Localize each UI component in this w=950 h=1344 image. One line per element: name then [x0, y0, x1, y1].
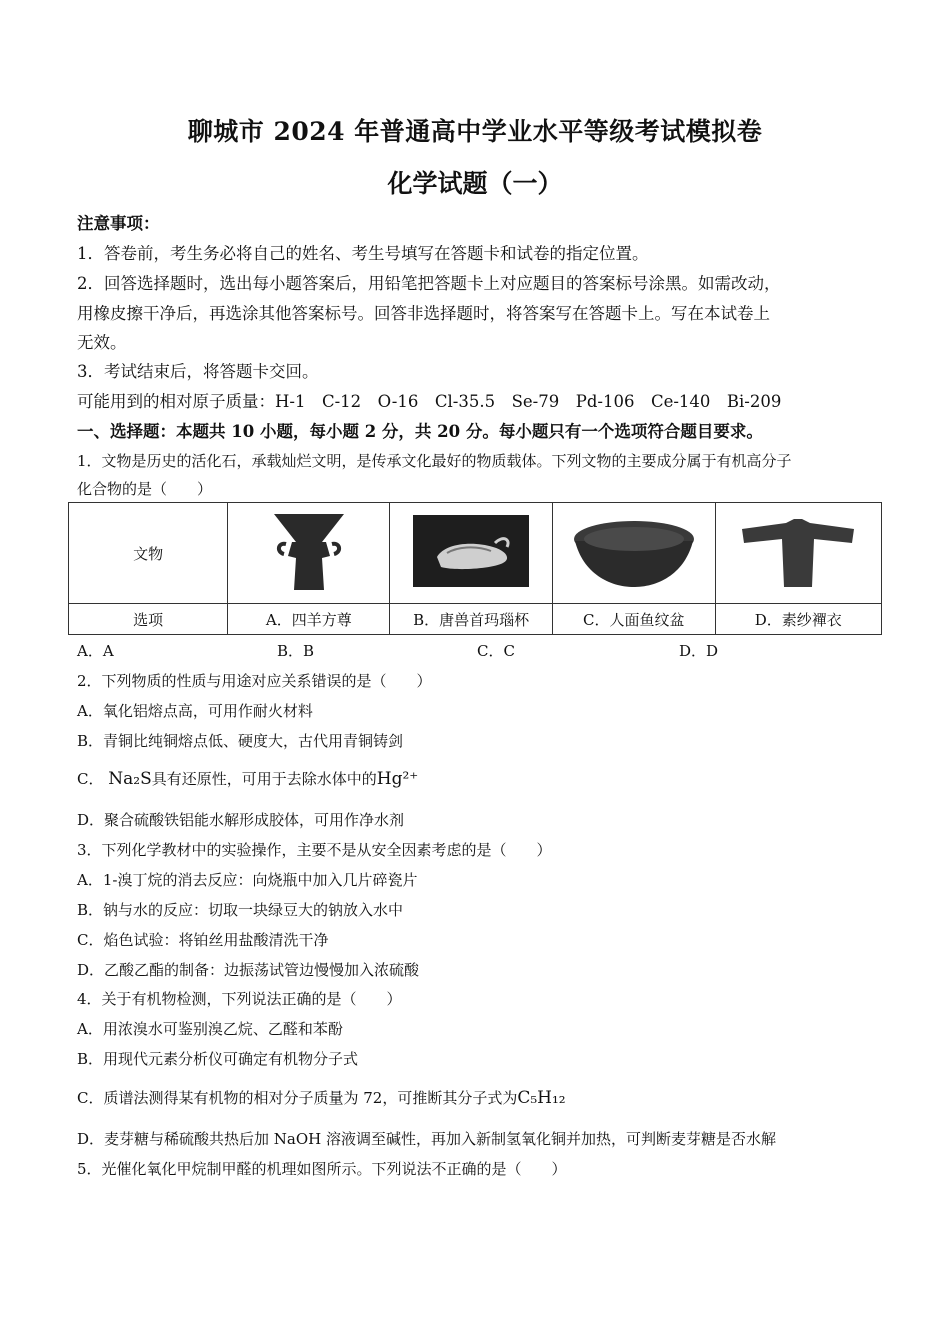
- artifact-image-a: [228, 503, 390, 604]
- q4-stem: 4．关于有机物检测，下列说法正确的是（ ）: [77, 990, 402, 1008]
- q2-option-c-text: 具有还原性，可用于去除水体中的: [151, 770, 377, 788]
- q4-option-d: D．麦芽糖与稀硫酸共热后加 NaOH 溶液调至碱性，再加入新制氢氧化铜并加热，可判断麦芽糖是否水解: [77, 1130, 777, 1148]
- q2-option-d: D．聚合硫酸铁铝能水解形成胶体，可用作净水剂: [77, 811, 405, 829]
- exam-title: 聊城市 2024 年普通高中学业水平等级考试模拟卷: [187, 117, 763, 146]
- notice-item: 无效。: [77, 333, 127, 352]
- q4-option-b: B．用现代元素分析仪可确定有机物分子式: [77, 1050, 359, 1068]
- silk-robe-icon: [738, 513, 858, 589]
- q3-option-b: B．钠与水的反应：切取一块绿豆大的钠放入水中: [77, 901, 404, 919]
- q2-option-c-prefix: C．: [77, 770, 104, 788]
- q3-option-c: C．焰色试验：将铂丝用盐酸清洗干净: [77, 931, 329, 949]
- artifact-image-b: [390, 503, 553, 604]
- artifact-image-d: [715, 503, 881, 604]
- formula-na2s: Na₂S: [108, 769, 152, 789]
- answer-option-d: D．D: [679, 642, 719, 660]
- artifact-image-c: [552, 503, 715, 604]
- q3-stem: 3．下列化学教材中的实验操作，主要不是从安全因素考虑的是（ ）: [77, 841, 552, 859]
- section-heading: 一、选择题：本题共 10 小题，每小题 2 分，共 20 分。每小题只有一个选项符合题目要求。: [77, 422, 763, 441]
- notice-heading: 注意事项：: [77, 214, 160, 233]
- q4-option-c-text: C．质谱法测得某有机物的相对分子质量为 72，可推断其分子式为: [77, 1089, 518, 1107]
- q3-option-d: D．乙酸乙酯的制备：边振荡试管边慢慢加入浓硫酸: [77, 961, 420, 979]
- choice-b-label: B．唐兽首玛瑙杯: [390, 604, 553, 635]
- agate-cup-icon: [411, 513, 531, 589]
- formula-hg-ion: Hg²⁺: [376, 769, 419, 789]
- exam-subtitle: 化学试题（一）: [387, 169, 563, 198]
- answer-option-a: A．A: [77, 642, 114, 660]
- bronze-zun-icon: [264, 506, 354, 596]
- choice-d-label: D．素纱襌衣: [715, 604, 881, 635]
- answer-option-b: B．B: [277, 642, 315, 660]
- row-label-option: 选项: [69, 604, 228, 635]
- pottery-basin-icon: [569, 511, 699, 591]
- q2-option-a: A．氧化铝熔点高，可用作耐火材料: [77, 702, 313, 720]
- q1-stem: 1．文物是历史的活化石，承载灿烂文明，是传承文化最好的物质载体。下列文物的主要成分属于有机高分子: [77, 452, 792, 470]
- choice-a-label: A．四羊方尊: [228, 604, 390, 635]
- notice-item: 3．考试结束后，将答题卡交回。: [77, 362, 319, 381]
- notice-item: 1．答卷前，考生务必将自己的姓名、考生号填写在答题卡和试卷的指定位置。: [77, 244, 649, 263]
- answer-option-c: C．C: [477, 642, 515, 660]
- notice-item: 2．回答选择题时，选出每小题答案后，用铅笔把答题卡上对应题目的答案标号涂黑。如需改动，: [77, 274, 781, 293]
- row-label-artifact: 文物: [69, 503, 228, 604]
- q2-stem: 2．下列物质的性质与用途对应关系错误的是（ ）: [77, 672, 432, 690]
- q3-option-a: A．1-溴丁烷的消去反应：向烧瓶中加入几片碎瓷片: [77, 871, 418, 889]
- choice-c-label: C．人面鱼纹盆: [552, 604, 715, 635]
- artifact-table: [68, 502, 882, 635]
- q5-stem: 5．光催化氧化甲烷制甲醛的机理如图所示。下列说法不正确的是（ ）: [77, 1160, 567, 1178]
- formula-c5h12: C₅H₁₂: [517, 1088, 566, 1108]
- q2-option-c: [77, 768, 418, 789]
- q4-option-c: [77, 1087, 566, 1108]
- notice-item: 用橡皮擦干净后，再选涂其他答案标号。回答非选择题时，将答案写在答题卡上。写在本试卷上: [77, 304, 770, 323]
- q2-option-b: B．青铜比纯铜熔点低、硬度大，古代用青铜铸剑: [77, 732, 404, 750]
- q1-stem-cont: 化合物的是（ ）: [77, 480, 213, 498]
- atomic-masses: 可能用到的相对原子质量：H-1 C-12 O-16 Cl-35.5 Se-79 Pd-106 Ce-140 Bi-209: [77, 392, 782, 411]
- q4-option-a: A．用浓溴水可鉴别溴乙烷、乙醛和苯酚: [77, 1020, 343, 1038]
